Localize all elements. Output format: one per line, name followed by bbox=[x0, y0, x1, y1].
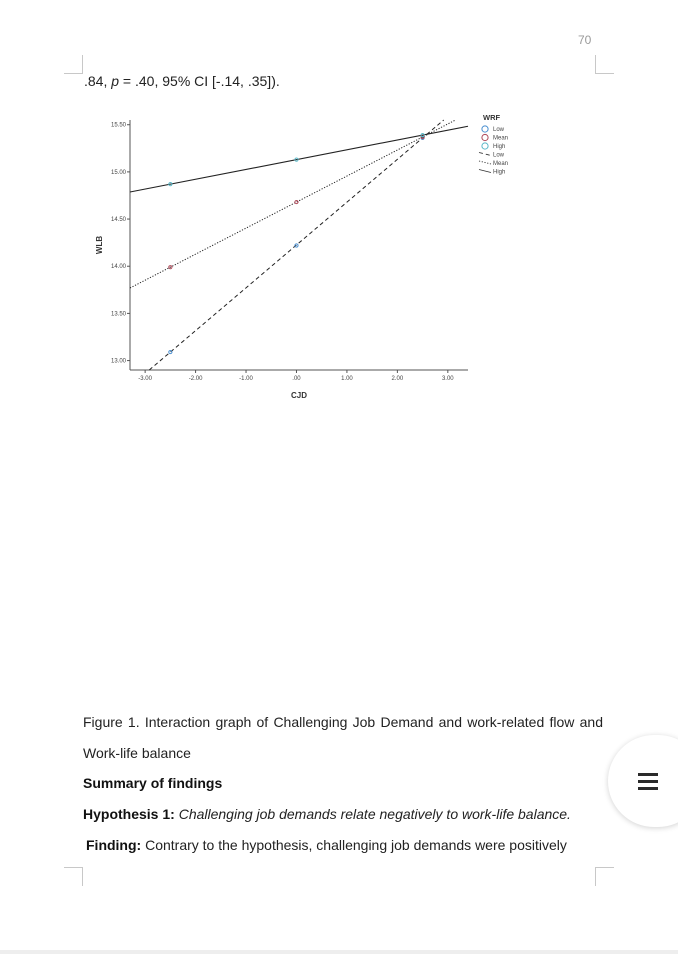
finding-text: Contrary to the hypothesis, challenging job demands were positively bbox=[145, 837, 567, 853]
x-tick-label: 3.00 bbox=[441, 376, 454, 382]
figure-caption: Figure 1. Interaction graph of Challenging Job Demand and work-related flow and Work-life balance bbox=[83, 714, 603, 761]
legend-line-high bbox=[479, 170, 491, 173]
stat-suffix: = .40, 95% CI [-.14, .35]). bbox=[119, 73, 280, 89]
crop-mark-bottom-right bbox=[595, 867, 614, 886]
y-tick-label: 15.50 bbox=[110, 122, 126, 129]
data-point-low bbox=[169, 350, 172, 353]
bottom-divider bbox=[0, 950, 678, 954]
x-tick-label: 1.00 bbox=[341, 376, 353, 382]
hypothesis-text: Challenging job demands relate negatively to work-life balance. bbox=[178, 806, 571, 822]
legend-marker-high bbox=[482, 143, 488, 149]
legend-marker-low bbox=[482, 126, 488, 132]
crop-mark-top-left bbox=[64, 55, 83, 74]
page-number: 70 bbox=[578, 33, 592, 47]
y-axis-label: WLB bbox=[95, 235, 104, 255]
y-tick-label: 14.50 bbox=[110, 217, 126, 224]
legend-title: WRF bbox=[483, 113, 501, 122]
legend-line-mean bbox=[479, 161, 491, 164]
legend-label-mean: Mean bbox=[493, 161, 509, 167]
crop-mark-bottom-left bbox=[64, 867, 83, 886]
series-line-mean bbox=[130, 120, 455, 288]
y-tick-label: 15.00 bbox=[110, 169, 126, 176]
x-tick-label: -2.00 bbox=[188, 376, 203, 382]
x-axis-label: CJD bbox=[290, 391, 308, 400]
series-line-high bbox=[130, 126, 468, 192]
legend-label-low: Low bbox=[493, 127, 505, 133]
finding-label: Finding: bbox=[86, 837, 142, 853]
menu-button[interactable] bbox=[608, 735, 678, 827]
x-tick-label: .00 bbox=[292, 376, 301, 382]
x-tick-label: -1.00 bbox=[239, 376, 253, 382]
y-tick-label: 13.00 bbox=[110, 358, 126, 365]
legend-label-mean: Mean bbox=[493, 135, 509, 142]
legend-label-high: High bbox=[493, 144, 506, 150]
statistics-line bbox=[84, 73, 280, 89]
x-tick-label: -3.00 bbox=[138, 376, 152, 382]
legend-line-low bbox=[479, 153, 491, 156]
legend-label-high: High bbox=[493, 169, 506, 176]
data-point-mean bbox=[295, 200, 298, 203]
finding bbox=[86, 837, 567, 853]
crop-mark-top-right bbox=[595, 55, 614, 74]
y-tick-label: 14.00 bbox=[110, 264, 126, 271]
hamburger-menu-icon bbox=[638, 769, 658, 794]
stat-p-label: p bbox=[111, 73, 120, 89]
summary-heading: Summary of findings bbox=[83, 775, 223, 791]
series-line-low bbox=[149, 120, 443, 370]
legend-label-low: Low bbox=[493, 152, 505, 159]
hypothesis-label: Hypothesis 1: bbox=[83, 806, 175, 822]
interaction-chart bbox=[80, 100, 540, 405]
y-tick-label: 13.50 bbox=[110, 311, 126, 318]
stat-prefix: .84, bbox=[84, 73, 112, 89]
legend-marker-mean bbox=[482, 134, 488, 140]
x-tick-label: 2.00 bbox=[391, 376, 404, 382]
hypothesis-1 bbox=[83, 806, 571, 822]
